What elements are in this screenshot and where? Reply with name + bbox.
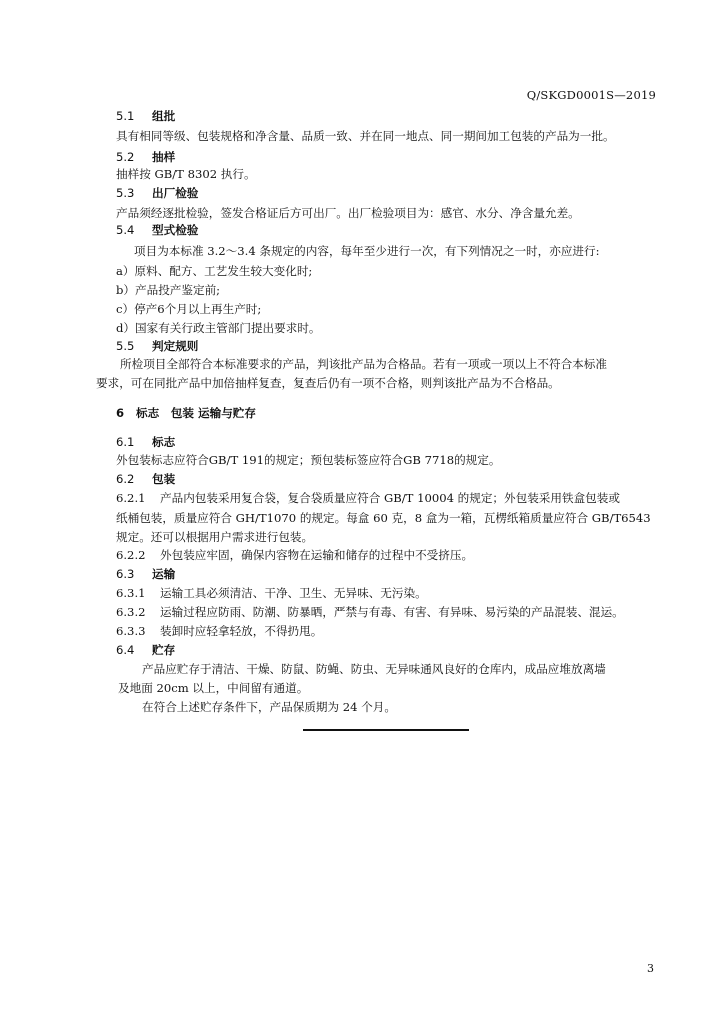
heading-6-3 [116,567,175,581]
heading-number: 5.3 [116,186,135,200]
paragraph-5-4-intro: 项目为本标准 3.2～3.4 条规定的内容，每年至少进行一次，有下列情况之一时，亦应进行: [134,244,600,258]
heading-5-2 [116,150,175,164]
heading-title: 标志 包装 运输与贮存 [136,406,256,420]
heading-number: 5.4 [116,223,135,237]
heading-number: 6.4 [116,643,135,657]
heading-6 [116,406,256,420]
heading-number: 6.2 [116,472,135,486]
heading-number: 6.1 [116,435,135,449]
list-item-c: c）停产6个月以上再生产时; [116,302,262,316]
paragraph-6-3-2 [116,605,624,619]
heading-number: 5.2 [116,150,135,164]
heading-5-4 [116,223,198,237]
list-item-d: d）国家有关行政主管部门提出要求时。 [116,321,321,335]
clause-text: 运输过程应防雨、防潮、防暴晒，严禁与有毒、有害、有异味、易污染的产品混装、混运。 [160,605,624,619]
heading-5-1 [116,109,175,123]
clause-text: 外包装应牢固，确保内容物在运输和储存的过程中不受挤压。 [160,548,474,562]
heading-title: 标志 [152,435,176,449]
clause-number: 6.2.1 [116,491,146,505]
heading-number: 6.3 [116,567,135,581]
heading-title: 运输 [152,567,176,581]
paragraph-5-5-line-2: 要求，可在同批产品中加倍抽样复查，复查后仍有一项不合格，则判该批产品为不合格品。 [96,376,560,390]
paragraph-6-2-1-line-1 [116,491,620,505]
heading-6-1 [116,435,175,449]
heading-title: 抽样 [152,150,176,164]
heading-6-4 [116,643,175,657]
clause-number: 6.3.3 [116,624,146,638]
paragraph-6-2-1-line-3: 规定。还可以根据用户需求进行包装。 [116,530,314,544]
end-rule [303,729,469,731]
paragraph-6-2-2 [116,548,473,562]
paragraph-6-4-line-3: 在符合上述贮存条件下，产品保质期为 24 个月。 [142,700,396,714]
paragraph-6-4-line-1: 产品应贮存于清洁、干燥、防鼠、防蝇、防虫、无异味通风良好的仓库内，成品应堆放离墙 [142,662,606,676]
heading-number: 5.5 [116,339,135,353]
paragraph-5-5-line-1: 所检项目全部符合本标准要求的产品，判该批产品为合格品。若有一项或一项以上不符合本标准 [120,357,607,371]
heading-number: 5.1 [116,109,135,123]
paragraph-6-1: 外包装标志应符合GB/T 191的规定；预包装标签应符合GB 7718的规定。 [116,453,501,467]
clause-number: 6.2.2 [116,548,146,562]
paragraph-6-4-line-2: 及地面 20cm 以上，中间留有通道。 [118,681,309,695]
heading-title: 贮存 [152,643,176,657]
paragraph-6-3-3 [116,624,322,638]
heading-5-5 [116,339,198,353]
paragraph-6-2-1-line-2: 纸桶包装，质量应符合 GH/T1070 的规定。每盒 60 克，8 盒为一箱，瓦楞纸箱质量应符合 GB/T6543 [116,511,651,525]
paragraph-5-1: 具有相同等级、包装规格和净含量、品质一致、并在同一地点、同一期间加工包装的产品为一批。 [116,129,615,143]
list-item-a: a）原料、配方、工艺发生较大变化时; [116,264,313,278]
page-number: 3 [647,962,654,975]
clause-text: 运输工具必须清洁、干净、卫生、无异味、无污染。 [160,586,427,600]
clause-text: 产品内包装采用复合袋，复合袋质量应符合 GB/T 10004 的规定；外包装采用铁盒包装或 [160,491,620,505]
heading-5-3 [116,186,198,200]
heading-number: 6 [116,406,125,420]
paragraph-5-3: 产品须经逐批检验，签发合格证后方可出厂。出厂检验项目为：感官、水分、净含量允差。 [116,206,580,220]
clause-number: 6.3.2 [116,605,146,619]
clause-text: 装卸时应轻拿轻放，不得扔甩。 [160,624,323,638]
standard-code: Q/SKGD0001S—2019 [526,88,656,102]
heading-title: 包装 [152,472,176,486]
paragraph-5-2: 抽样按 GB/T 8302 执行。 [116,167,256,181]
heading-title: 判定规则 [152,339,199,353]
heading-title: 组批 [152,109,176,123]
paragraph-6-3-1 [116,586,427,600]
heading-title: 型式检验 [152,223,199,237]
heading-title: 出厂检验 [152,186,199,200]
list-item-b: b）产品投产鉴定前; [116,283,221,297]
clause-number: 6.3.1 [116,586,146,600]
heading-6-2 [116,472,175,486]
